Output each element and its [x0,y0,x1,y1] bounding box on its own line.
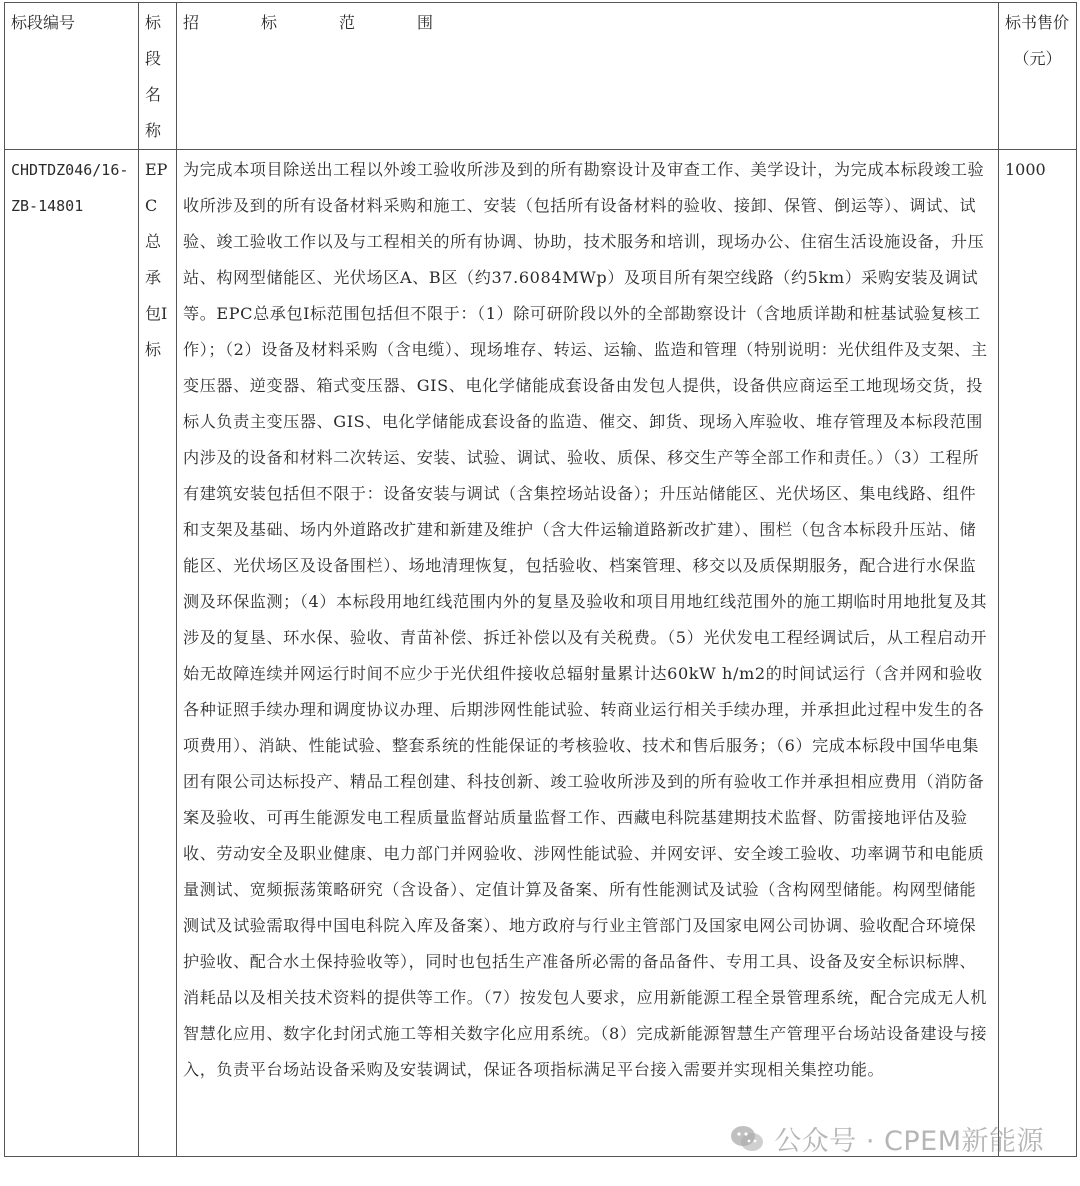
header-price-label: 标书售价 [1005,13,1070,32]
header-bid-scope [177,3,999,150]
header-section-name: 标段名称 [139,3,177,150]
table-header-row [5,3,1077,150]
bid-section-table [4,2,1077,1157]
wechat-icon [730,1125,764,1153]
section-code-cell: CHDTDZ046/16-ZB-14801 [5,150,139,1157]
bid-scope-cell: 为完成本项目除送出工程以外竣工验收所涉及到的所有勘察设计及审查工作、美学设计，为完成本标段竣工验收所涉及到的所有设备材料采购和施工、安装（包括所有设备材料的验收、接卸、保管、倒运等）、调试、试验、竣工验收工作以及与工程相关的所有协调、协助，技术服务和培训，现场办公、住宿生活设施设备，升压站、构网型储能区、光伏场区A、B区（约37.6084MWp）及项目所有架空线路（约5km）采购安装及调试等。EPC总承包I标范围包括但不限于：（1）除可研阶段以外的全部勘察设计（含地质详勘和桩基试验复核工作）；（2）设备及材料采购（含电缆）、现场堆存、转运、运输、监造和管理（特别说明：光伏组件及支架、主变压器、逆变器、箱式变压器、GIS、电化学储能成套设备由发包人提供，设备供应商运至工地现场交货，投标人负责主变压器、GIS、电化学储能成套设备的监造、催交、卸货、现场入库验收、堆存管理及本标段范围内涉及的设备和材料二次转运、安装、试验、调试、验收、质保、移交生产等全部工作和责任。）（3）工程所有建筑安装包括但不限于：设备安装与调试（含集控场站设备）；升压站储能区、光伏场区、集电线路、组件和支架及基础、场内外道路改扩建和新建及维护（含大件运输道路新改扩建）、围栏（包含本标段升压站、储能区、光伏场区及设备围栏）、场地清理恢复，包括验收、档案管理、移交以及质保期服务，配合进行水保监测及环保监测；（4）本标段用地红线范围内外的复垦及验收和项目用地红线范围外的施工期临时用地批复及其涉及的复垦、环水保、验收、青苗补偿、拆迁补偿以及有关税费。（5）光伏发电工程经调试后，从工程启动开始无故障连续并网运行时间不应少于光伏组件接收总辐射量累计达60kW h/m2的时间试运行（含并网和验收各种证照手续办理和调度协议办理、后期涉网性能试验、转商业运行相关手续办理，并承担此过程中发生的各项费用）、消缺、性能试验、整套系统的性能保证的考核验收、技术和售后服务；（6）完成本标段中国华电集团有限公司达标投产、精品工程创建、科技创新、竣工验收所涉及到的所有验收工作并承担相应费用（消防备案及验收、可再生能源发电工程质量监督站质量监督工作、西藏电科院基建期技术监督、防雷接地评估及验收、劳动安全及职业健康、电力部门并网验收、涉网性能试验、并网安评、安全竣工验收、功率调节和电能质量测试、宽频振荡策略研究（含设备）、定值计算及备案、所有性能测试及试验（含构网型储能。构网型储能测试及试验需取得中国电科院入库及备案）、地方政府与行业主管部门及国家电网公司协调、验收配合环境保护验收、配合水土保持验收等），同时也包括生产准备所必需的备品备件、专用工具、设备及安全标识标牌、消耗品以及相关技术资料的提供等工作。（7）按发包人要求，应用新能源工程全景管理系统，配合完成无人机智慧化应用、数字化封闭式施工等相关数字化应用系统。（8）完成新能源智慧生产管理平台场站设备建设与接入，负责平台场站设备采购及安装调试，保证各项指标满足平台接入需要并实现相关集控功能。 [177,150,999,1157]
header-section-code: 标段编号 [5,3,139,150]
header-bid-scope-label: 招标范围 [183,13,496,32]
watermark [730,1119,1044,1158]
header-document-price [999,3,1077,150]
header-price-unit: （元） [1013,49,1062,68]
table-row [5,150,1077,1157]
section-name-cell: EPC总承包I标 [139,150,177,1157]
watermark-text: 公众号 · CPEM新能源 [774,1126,1044,1157]
document-price-cell: 1000 [999,150,1077,1157]
